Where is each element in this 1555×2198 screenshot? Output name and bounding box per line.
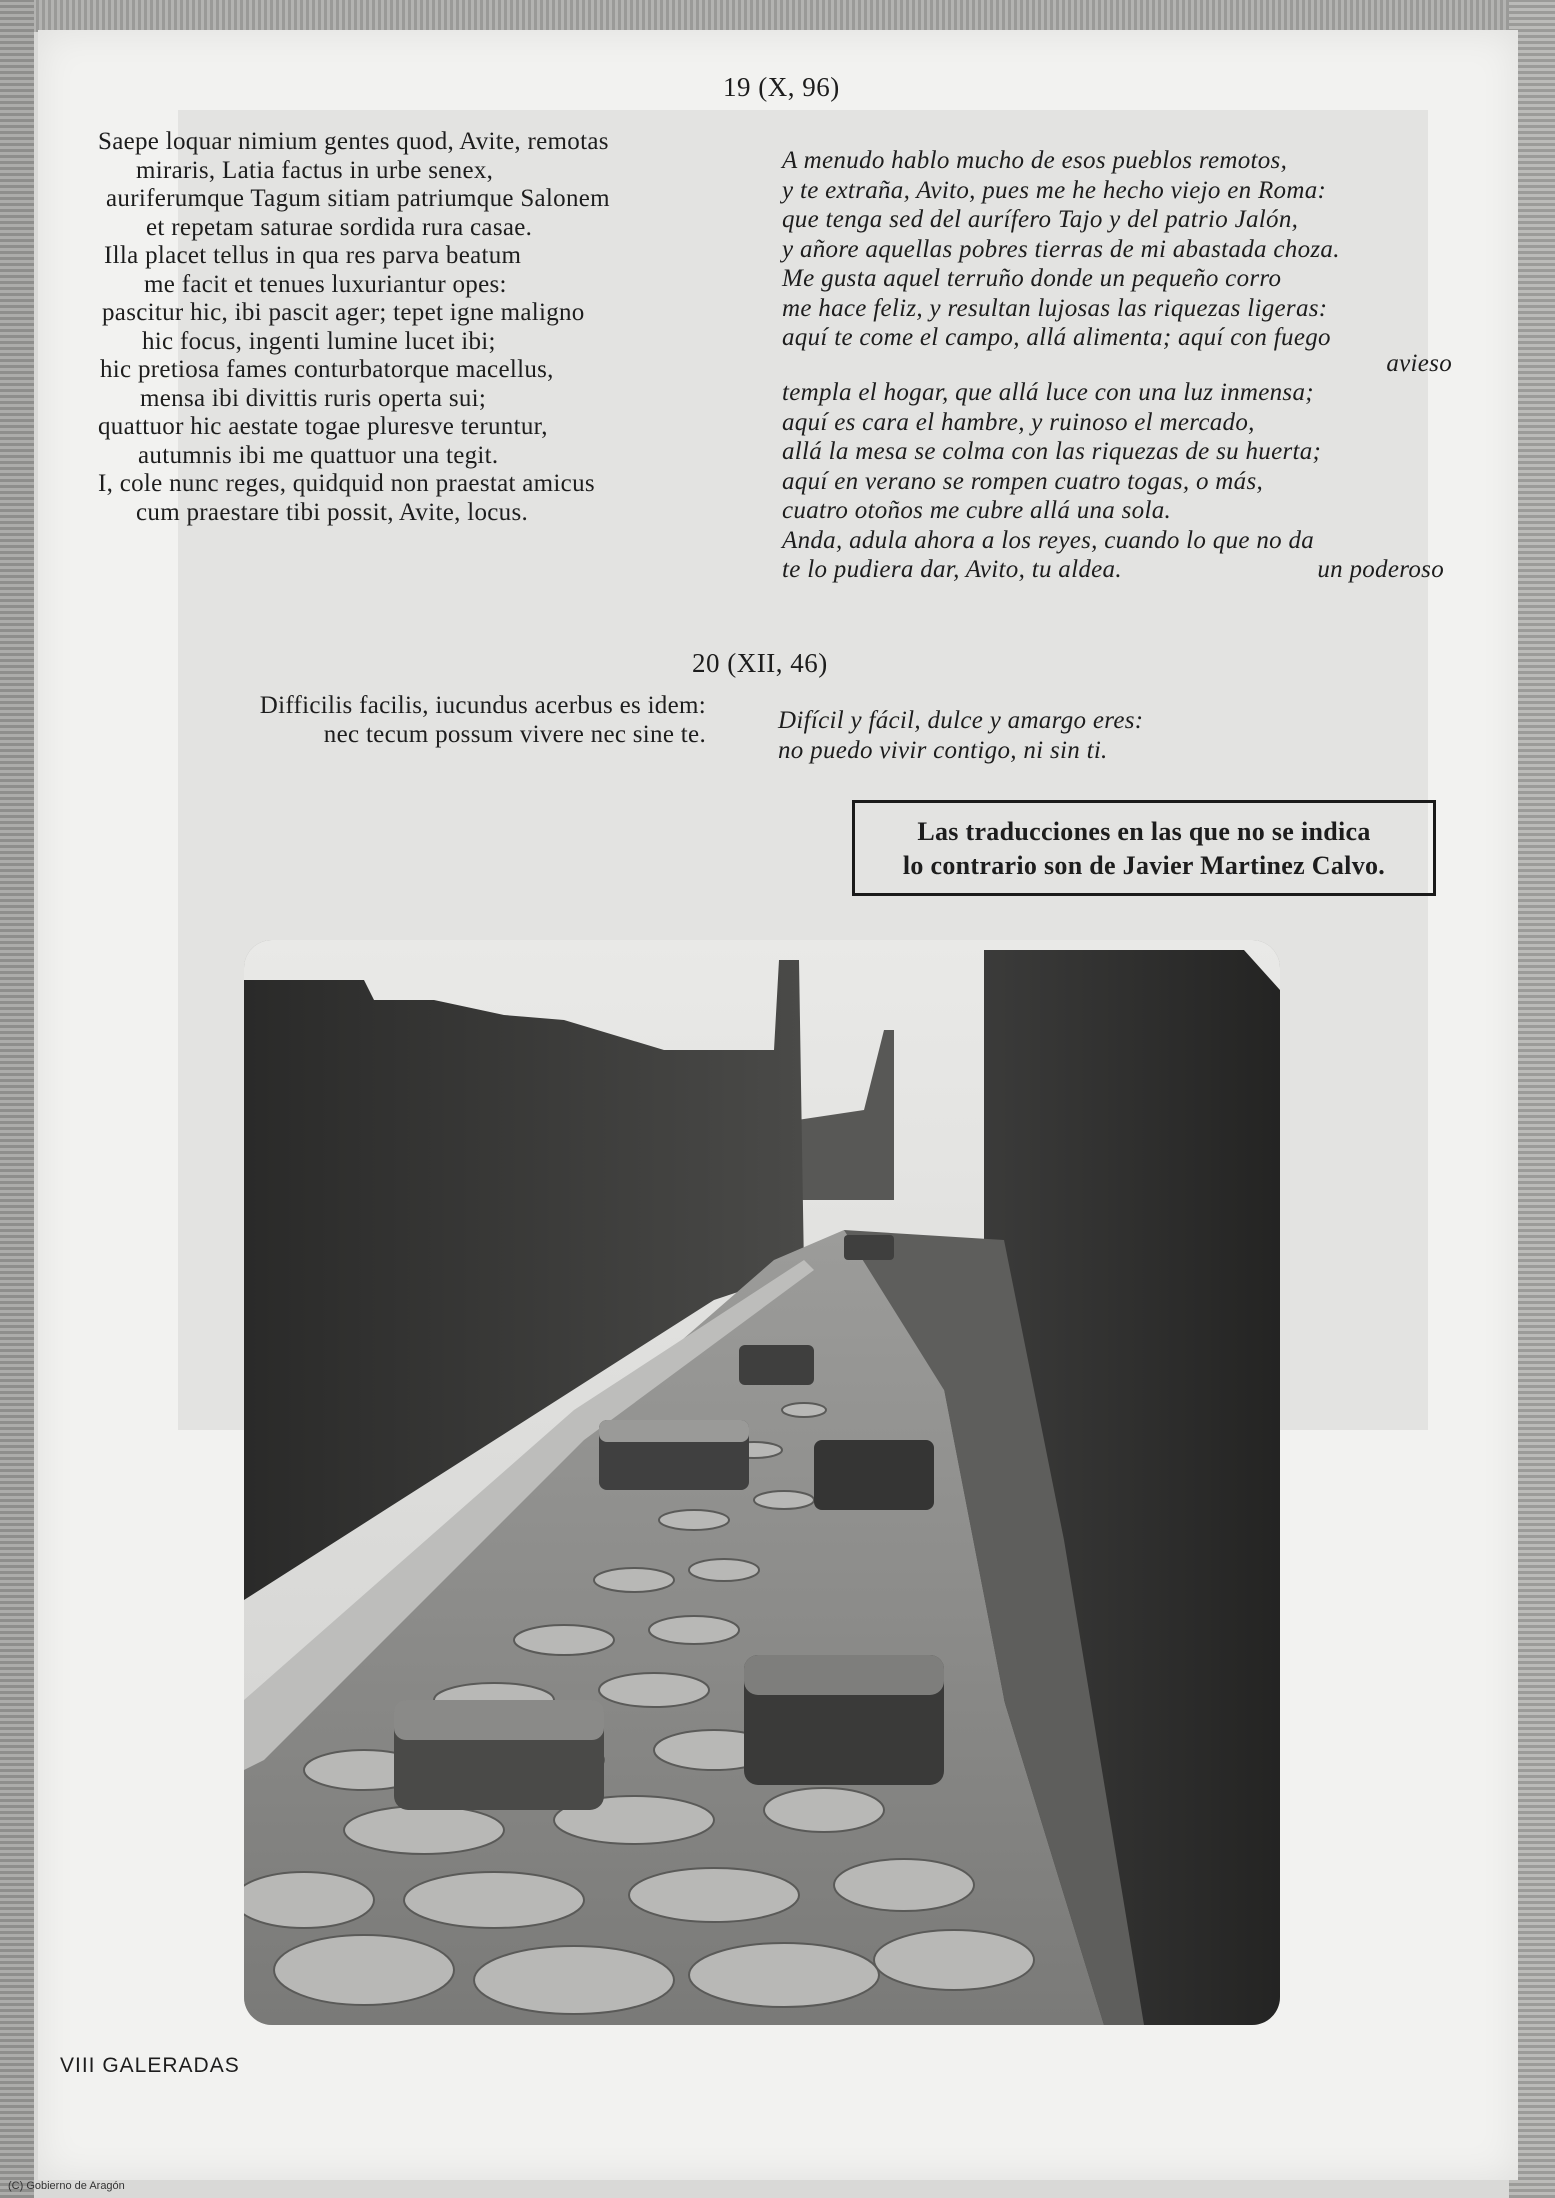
latin-line: autumnis ibi me quattuor una tegit. [138,441,499,469]
poem20-latin [180,692,706,749]
latin-line: quattuor hic aestate togae pluresve teruntur, [98,413,548,440]
latin-line: Saepe loquar nimium gentes quod, Avite, remotas [98,128,609,155]
latin-line: hic focus, ingenti lumine lucet ibi; [142,327,496,355]
poem19-heading: 19 (X, 96) [723,72,840,102]
poem20-heading: 20 (XII, 46) [692,648,828,678]
latin-line: auriferumque Tagum sitiam patriumque Salonem [106,185,610,212]
spanish-line: no puedo vivir contigo, ni sin ti. [778,736,1108,764]
latin-line: I, cole nunc reges, quidquid non praestat amicus [98,470,595,497]
spanish-line: Anda, adula ahora a los reyes, cuando lo que no da [782,526,1315,554]
spanish-line: un poderoso [1317,556,1444,583]
latin-line: pascitur hic, ibi pascit ager; tepet igne maligno [102,299,585,326]
latin-line: cum praestare tibi possit, Avite, locus. [136,498,529,526]
spanish-line: aquí es cara el hambre, y ruinoso el mercado, [782,408,1255,436]
spanish-line: y añore aquellas pobres tierras de mi abastada choza. [782,235,1340,263]
scan-edge-top [0,0,1555,32]
spanish-line: te lo pudiera dar, Avito, tu aldea. [782,556,1122,583]
photo-illustration [244,940,1280,2025]
credit-line: lo contrario son de Javier Martinez Calvo. [902,851,1386,880]
spanish-line: templa el hogar, que allá luce con una luz inmensa; [782,379,1314,406]
latin-line: et repetam saturae sordida rura casae. [146,213,533,241]
spanish-line: aquí te come el campo, allá alimenta; aquí con fuego [782,324,1331,351]
latin-line: Difficilis facilis, iucundus acerbus es idem: [259,692,706,719]
latin-line: hic pretiosa fames conturbatorque macellus, [100,356,554,383]
spanish-line: cuatro otoños me cubre allá una sola. [782,497,1172,524]
spanish-line: y te extraña, Avito, pues me he hecho viejo en Roma: [782,176,1327,204]
roman-street-photo [244,940,1280,2025]
spanish-line: me hace feliz, y resultan lujosas las riquezas ligeras: [782,294,1328,322]
spanish-line-wrap [782,555,1492,585]
latin-line: nec tecum possum vivere nec sine te. [323,720,706,748]
spanish-line: Difícil y fácil, dulce y amargo eres: [778,707,1144,734]
spanish-line: que tenga sed del aurífero Tajo y del patrio Jalón, [782,206,1299,233]
poem19-spanish [782,146,1492,585]
latin-line: Illa placet tellus in qua res parva beatum [104,242,522,269]
poem19-latin [98,128,610,527]
spanish-line: avieso [1386,349,1452,377]
page-footer: VIII GALERADAS [60,2054,240,2077]
spanish-line: allá la mesa se colma con las riquezas de su huerta; [782,438,1322,465]
spanish-line: A menudo hablo mucho de esos pueblos remotos, [782,147,1288,174]
scan-edge-left [0,0,34,2198]
latin-line: me facit et tenues luxuriantur opes: [144,270,507,298]
spanish-line: Me gusta aquel terruño donde un pequeño corro [782,265,1282,292]
translation-credit-box [852,800,1436,896]
latin-line: mensa ibi divittis ruris operta sui; [140,384,487,412]
credit-line: Las traducciones en las que no se indica [917,817,1371,846]
copyright-notice: (C) Gobierno de Aragón [8,2180,125,2192]
poem20-spanish [778,706,1143,765]
latin-line: miraris, Latia factus in urbe senex, [136,156,494,184]
spanish-line: aquí en verano se rompen cuatro togas, o más, [782,467,1264,495]
